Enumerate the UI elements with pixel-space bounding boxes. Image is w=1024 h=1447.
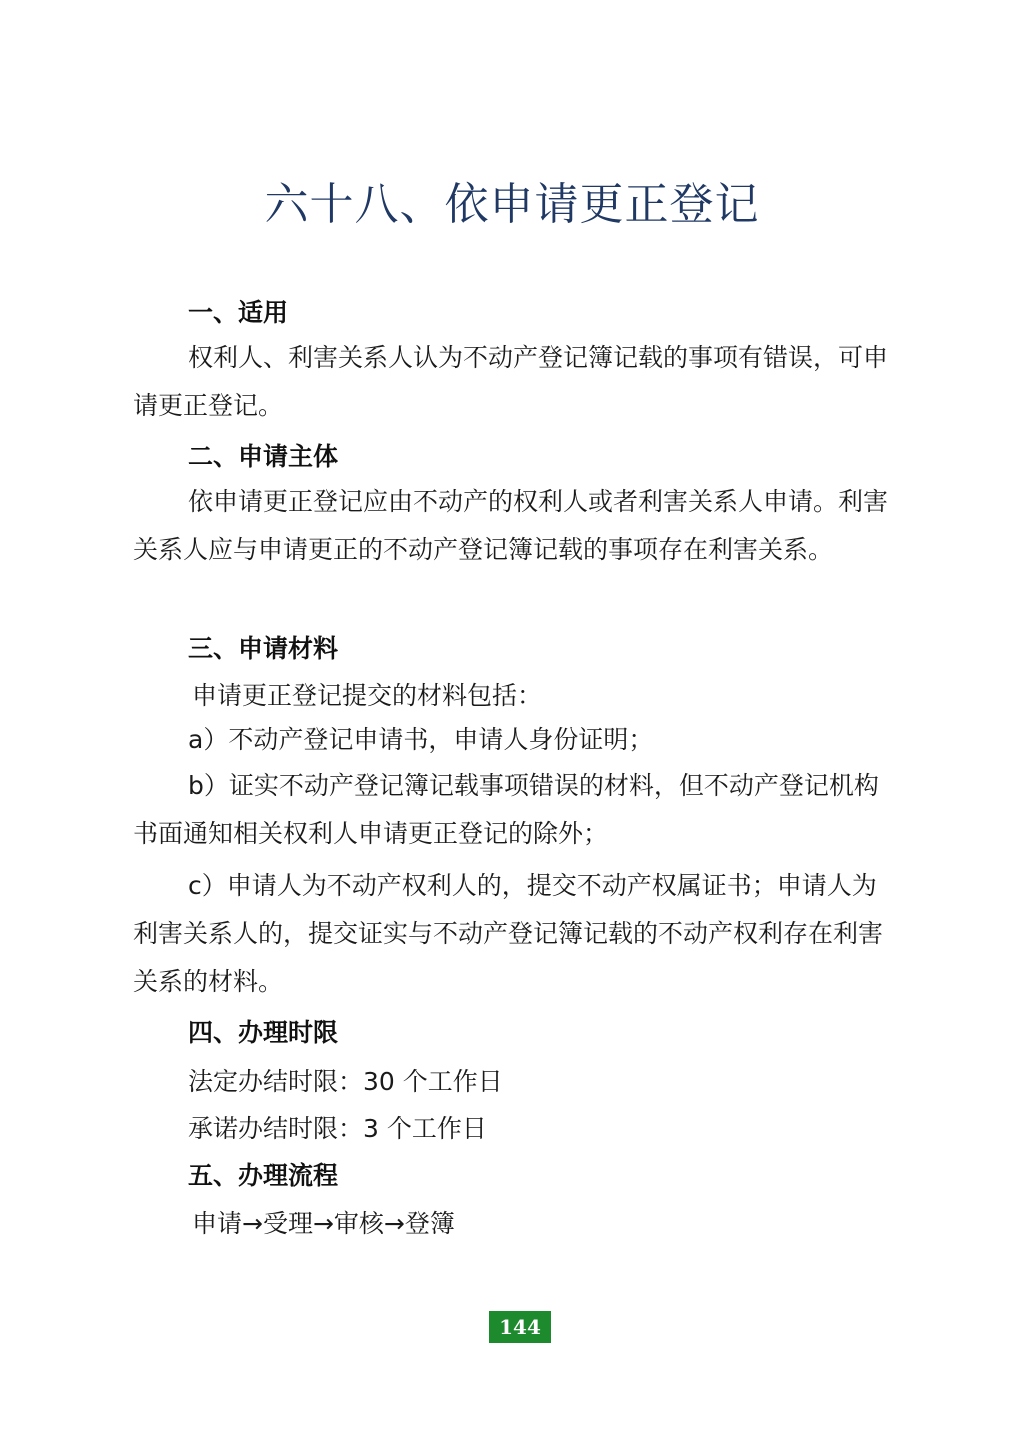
section-text-applicability: 权利人、利害关系人认为不动产登记簿记载的事项有错误，可申请更正登记。 <box>133 343 889 420</box>
section-heading-applicant: 二、申请主体 <box>188 442 339 471</box>
process-flow: 申请→受理→审核→登簿 <box>192 1209 455 1238</box>
section-heading-time-limit: 四、办理时限 <box>188 1018 339 1047</box>
section-heading-applicability: 一、适用 <box>188 298 289 327</box>
materials-intro: 申请更正登记提交的材料包括： <box>192 681 543 710</box>
section-text-applicant: 依申请更正登记应由不动产的权利人或者利害关系人申请。利害关系人应与申请更正的不动产登记簿记载的事项存在利害关系。 <box>133 487 889 564</box>
committed-time-limit: 承诺办结时限：3 个工作日 <box>188 1114 487 1143</box>
materials-item-a: a）不动产登记申请书，申请人身份证明； <box>188 725 654 754</box>
statutory-time-limit: 法定办结时限：30 个工作日 <box>188 1067 503 1096</box>
materials-item-b: b）证实不动产登记簿记载事项错误的材料，但不动产登记机构书面通知相关权利人申请更正登记的除外； <box>133 771 879 848</box>
section-heading-process: 五、办理流程 <box>188 1161 339 1190</box>
page-number-badge: 144 <box>489 1311 551 1343</box>
section-heading-materials: 三、申请材料 <box>188 634 339 663</box>
page-title: 六十八、依申请更正登记 <box>264 179 760 230</box>
materials-item-c: c）申请人为不动产权利人的，提交不动产权属证书；申请人为利害关系人的，提交证实与不动产登记簿记载的不动产权利存在利害关系的材料。 <box>133 871 884 996</box>
